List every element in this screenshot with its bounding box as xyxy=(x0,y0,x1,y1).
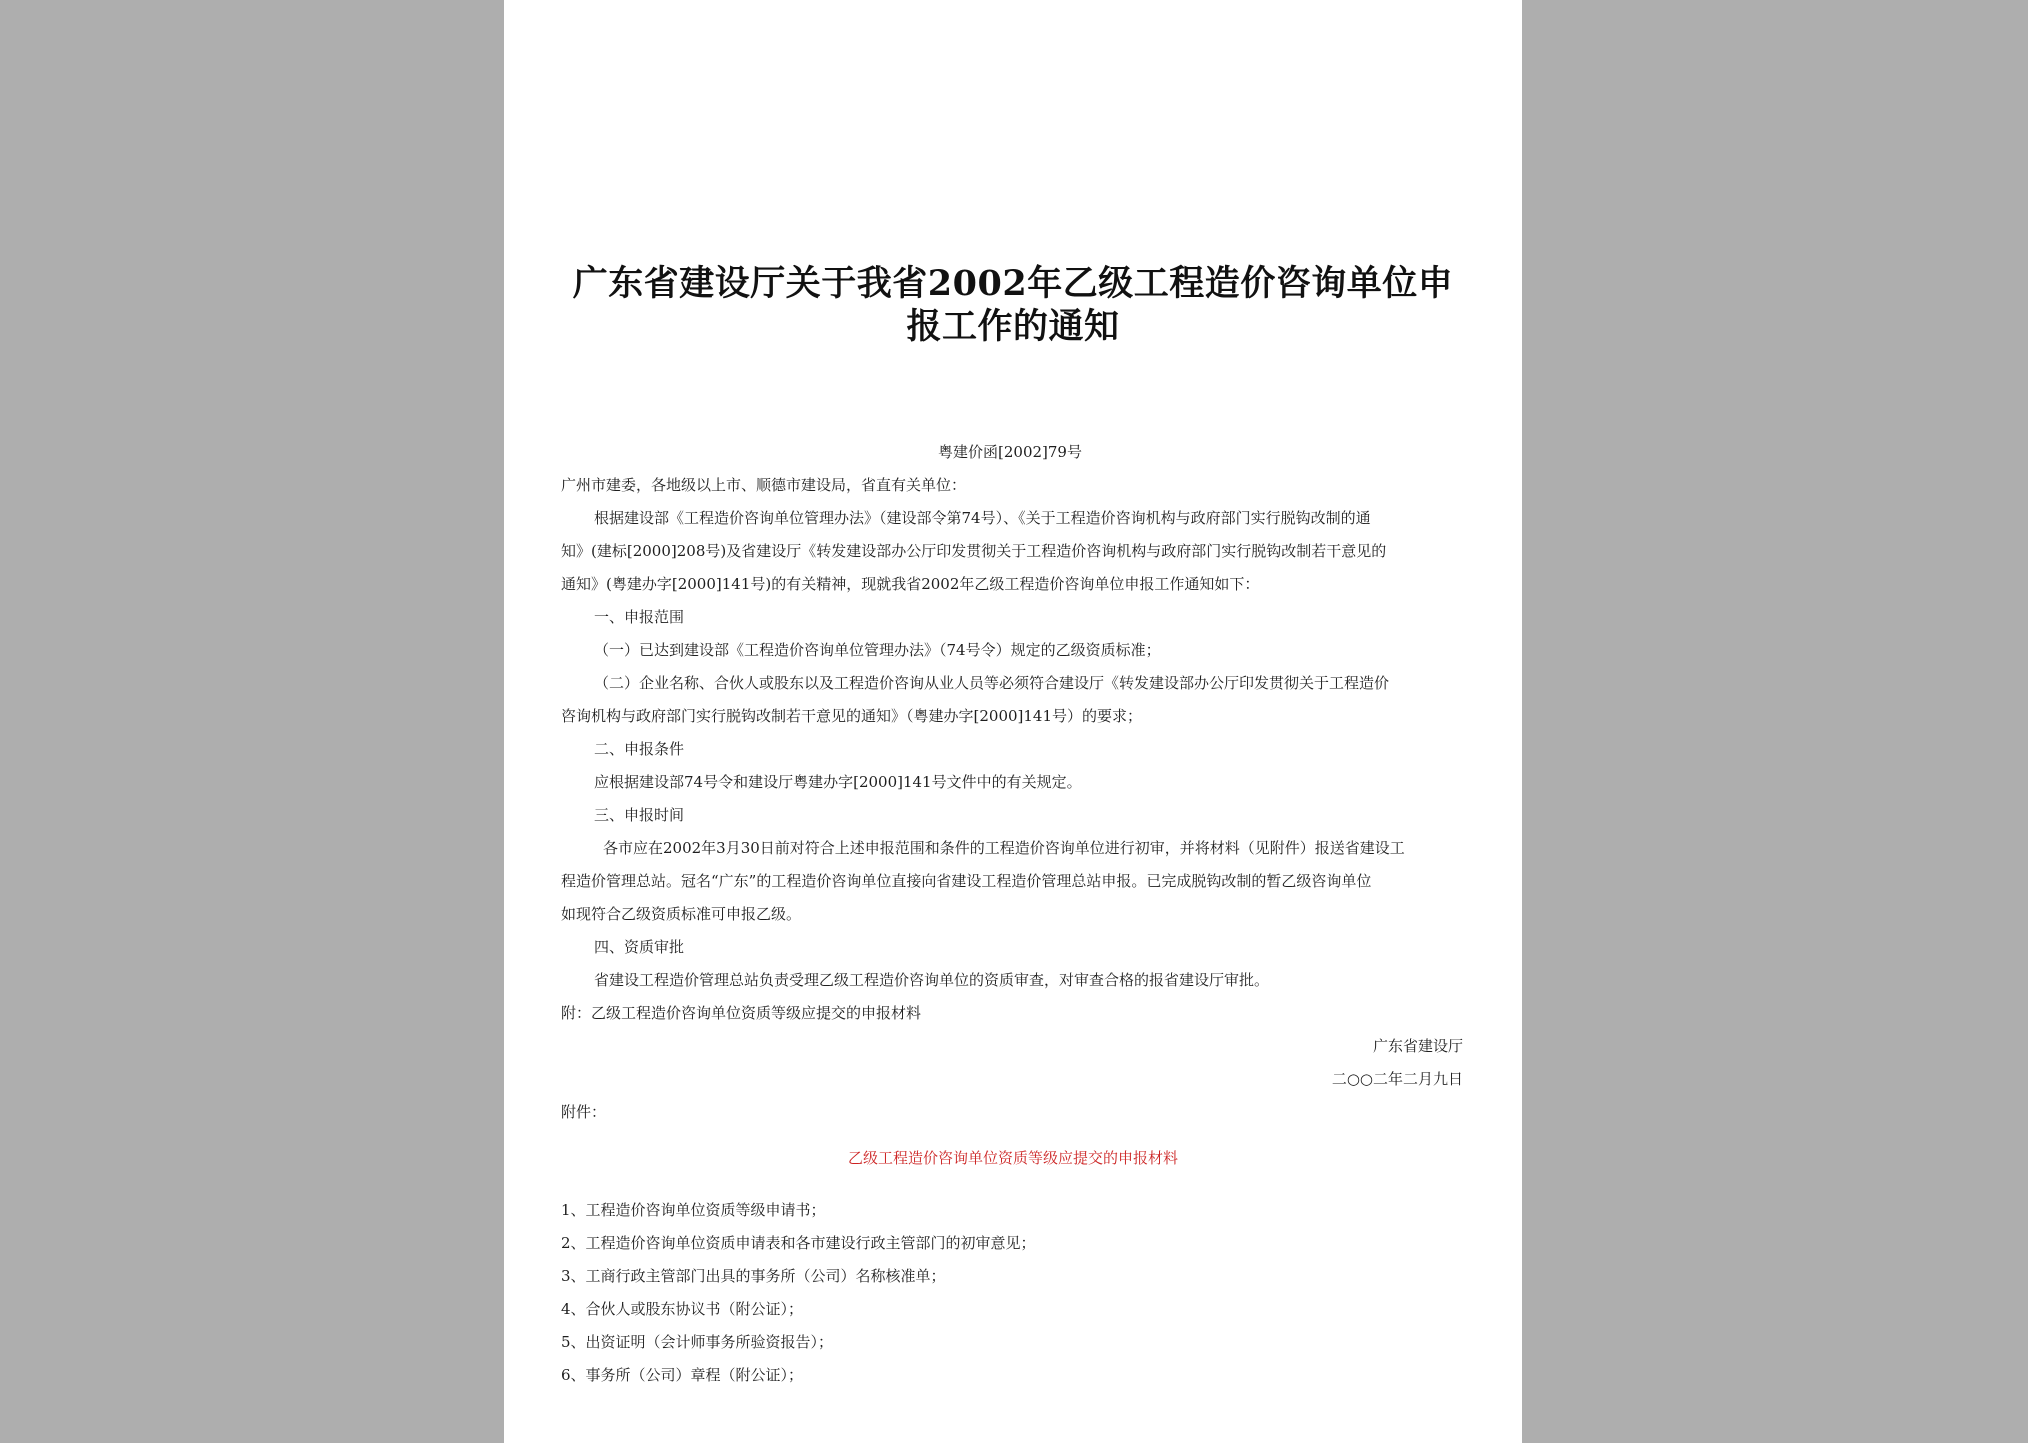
material-item: 5、出资证明（会计师事务所验资报告）； xyxy=(561,1333,834,1351)
body-line-scope-2: （二）企业名称、合伙人或股东以及工程造价咨询从业人员等必须符合建设厅《转发建设部办公厅印发贯彻关于工程造价 xyxy=(594,674,1390,692)
body-line-scope-1: （一）已达到建设部《工程造价咨询单位管理办法》（74号令）规定的乙级资质标准； xyxy=(594,641,1161,659)
body-line-conditions: 应根据建设部74号令和建设厅粤建办字[2000]141号文件中的有关规定。 xyxy=(594,773,1082,791)
body-line-3: 通知》(粤建办字[2000]141号)的有关精神，现就我省2002年乙级工程造价咨询单位申报工作通知如下： xyxy=(561,575,1260,593)
section-heading-conditions: 二、申报条件 xyxy=(594,740,685,758)
material-item: 4、合伙人或股东协议书（附公证）； xyxy=(561,1300,804,1318)
addressee: 广州市建委，各地级以上市、顺德市建设局，省直有关单位： xyxy=(561,476,967,494)
document-title xyxy=(544,262,1482,348)
section-heading-scope: 一、申报范围 xyxy=(594,608,685,626)
material-item: 3、工商行政主管部门出具的事务所（公司）名称核准单； xyxy=(561,1267,946,1285)
body-line-time-1: 各市应在2002年3月30日前对符合上述申报范围和条件的工程造价咨询单位进行初审，并将材料（见附件）报送省建设工 xyxy=(603,839,1405,857)
body-line-2: 知》(建标[2000]208号)及省建设厅《转发建设部办公厅印发贯彻关于工程造价咨询机构与政府部门实行脱钩改制若干意见的 xyxy=(561,542,1387,560)
document-date: 二○○二年二月九日 xyxy=(1331,1070,1463,1088)
attachment-label: 附件： xyxy=(561,1103,607,1121)
title-line-1: 广东省建设厅关于我省2002年乙级工程造价咨询单位申 xyxy=(572,263,1454,304)
signatory: 广东省建设厅 xyxy=(1372,1037,1463,1055)
attachment-title: 乙级工程造价咨询单位资质等级应提交的申报材料 xyxy=(847,1149,1178,1167)
body-line-1: 根据建设部《工程造价咨询单位管理办法》（建设部令第74号）、《关于工程造价咨询机构与政府部门实行脱钩改制的通 xyxy=(594,509,1371,527)
body-line-time-2: 程造价管理总站。冠名“广东”的工程造价咨询单位直接向省建设工程造价管理总站申报。已完成脱钩改制的暂乙级咨询单位 xyxy=(561,872,1372,890)
body-line-scope-2b: 咨询机构与政府部门实行脱钩改制若干意见的通知》（粤建办字[2000]141号）的要求； xyxy=(561,707,1143,725)
document-page xyxy=(504,0,1522,1443)
title-line-2: 报工作的通知 xyxy=(906,306,1120,347)
body-line-time-3: 如现符合乙级资质标准可申报乙级。 xyxy=(561,905,802,923)
section-heading-time: 三、申报时间 xyxy=(594,806,685,824)
material-item: 1、工程造价咨询单位资质等级申请书； xyxy=(561,1201,826,1219)
material-item: 2、工程造价咨询单位资质申请表和各市建设行政主管部门的初审意见； xyxy=(561,1234,1036,1252)
section-heading-approval: 四、资质审批 xyxy=(594,938,685,956)
material-item: 6、事务所（公司）章程（附公证）； xyxy=(561,1366,804,1384)
attachment-note: 附：乙级工程造价咨询单位资质等级应提交的申报材料 xyxy=(561,1004,922,1022)
body-line-approval: 省建设工程造价管理总站负责受理乙级工程造价咨询单位的资质审查，对审查合格的报省建设厅审批。 xyxy=(594,971,1270,989)
document-number: 粤建价函[2002]79号 xyxy=(938,443,1082,461)
